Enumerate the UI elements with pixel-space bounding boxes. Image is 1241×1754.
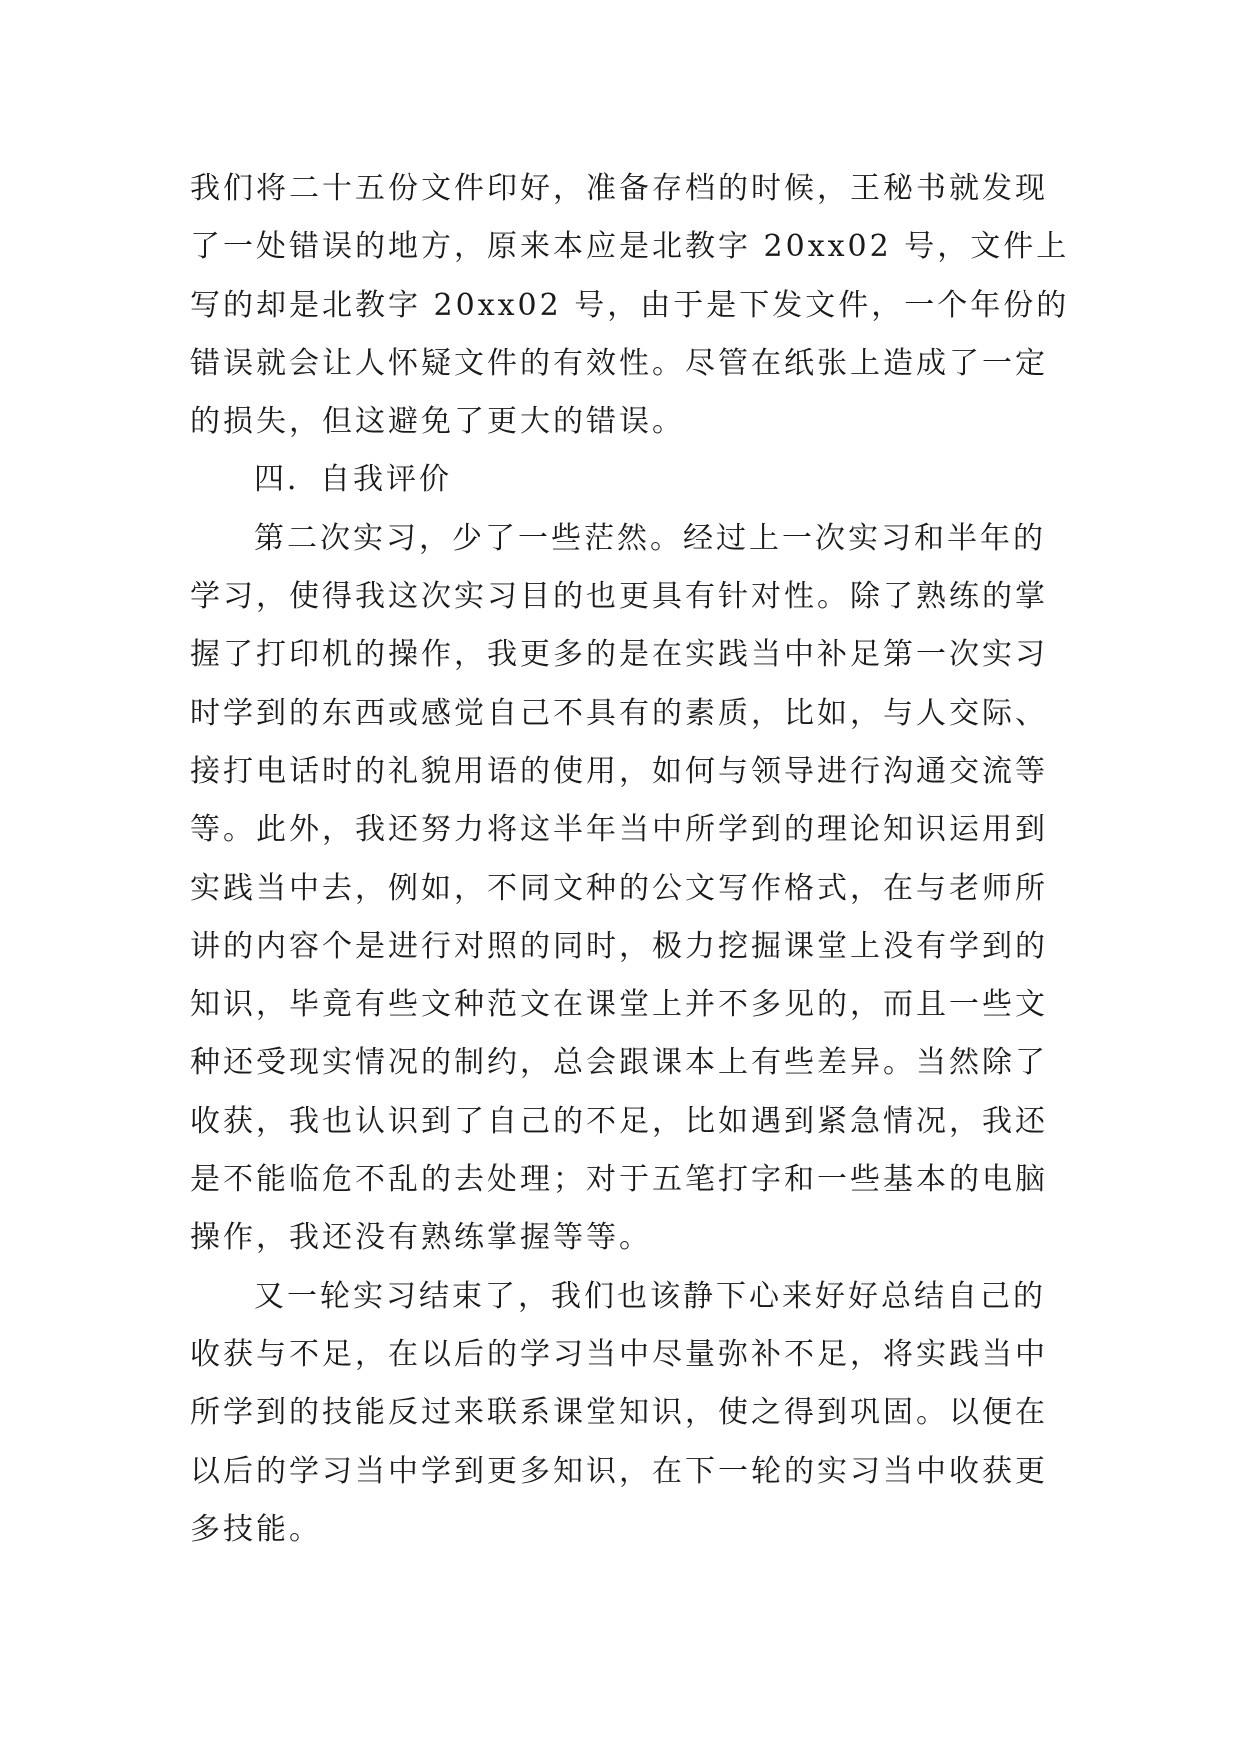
- text-line: 错误就会让人怀疑文件的有效性。尽管在纸张上造成了一定: [190, 345, 1048, 381]
- text-line: 我们将二十五份文件印好，准备存档的时候，王秘书就发现: [190, 171, 1048, 206]
- text-line: 种还受现实情况的制约，总会跟课本上有些差异。当然除了: [190, 1045, 1048, 1081]
- paragraph-start-line: 第二次实习，少了一些茫然。经过上一次实习和半年的: [254, 520, 1046, 556]
- text-line: 操作，我还没有熟练掌握等等。: [190, 1220, 652, 1256]
- text-line: 讲的内容个是进行对照的同时，极力挖掘课堂上没有学到的: [190, 928, 1048, 964]
- text-line: 知识，毕竟有些文种范文在课堂上并不多见的，而且一些文: [190, 987, 1048, 1023]
- text-line: 握了打印机的操作，我更多的是在实践当中补足第一次实习: [190, 637, 1048, 673]
- document-body: [190, 160, 1070, 1559]
- text-line: 所学到的技能反过来联系课堂知识，使之得到巩固。以便在: [190, 1395, 1048, 1431]
- text-line: 以后的学习当中学到更多知识，在下一轮的实习当中收获更: [190, 1453, 1048, 1489]
- text-line: 收获，我也认识到了自己的不足，比如遇到紧急情况，我还: [190, 1103, 1048, 1139]
- text-line: 接打电话时的礼貌用语的使用，如何与领导进行沟通交流等: [190, 753, 1048, 789]
- text-line: 多技能。: [190, 1511, 322, 1547]
- text-line: 了一处错误的地方，原来本应是北教字 20xx02 号，文件上: [190, 229, 1070, 265]
- text-line: 收获与不足，在以后的学习当中尽量弥补不足，将实践当中: [190, 1336, 1048, 1372]
- text-line: 实践当中去，例如，不同文种的公文写作格式，在与老师所: [190, 870, 1048, 906]
- text-line: 写的却是北教字 20xx02 号，由于是下发文件，一个年份的: [190, 287, 1070, 323]
- text-line: 学习，使得我这次实习目的也更具有针对性。除了熟练的掌: [190, 579, 1048, 615]
- text-line: 的损失，但这避免了更大的错误。: [190, 404, 685, 440]
- text-line: 等。此外，我还努力将这半年当中所学到的理论知识运用到: [190, 812, 1048, 848]
- section-heading: 四．自我评价: [254, 462, 452, 498]
- paragraph-start-line: 又一轮实习结束了，我们也该静下心来好好总结自己的: [254, 1278, 1046, 1314]
- text-line: 是不能临危不乱的去处理；对于五笔打字和一些基本的电脑: [190, 1162, 1048, 1198]
- text-line: 时学到的东西或感觉自己不具有的素质，比如，与人交际、: [190, 695, 1048, 731]
